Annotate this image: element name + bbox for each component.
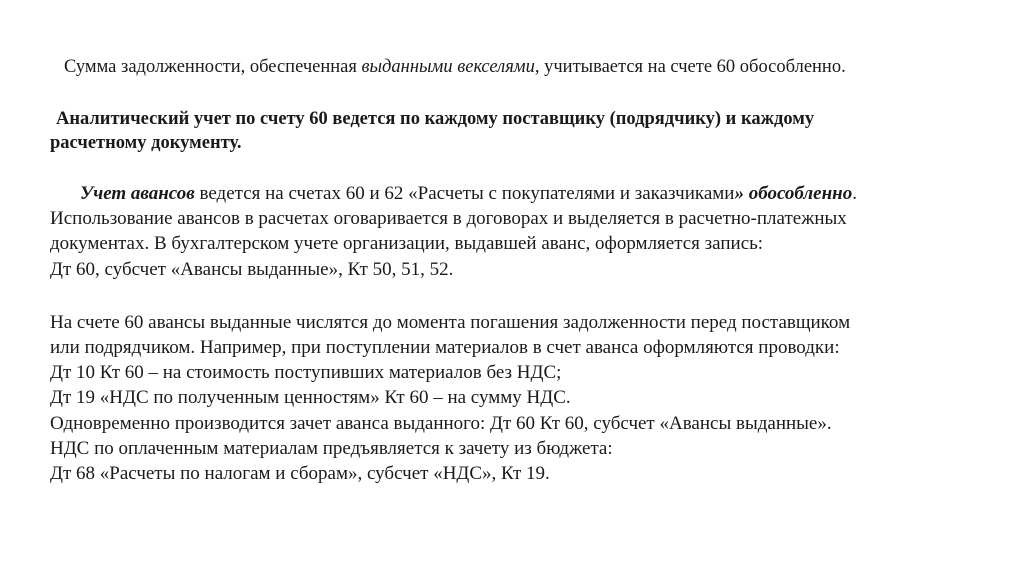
analytic-accounting-line-1: Аналитический учет по счету 60 ведется по каждому поставщику (подрядчику) и каждому (56, 109, 815, 129)
analytic-accounting-line-2: расчетному документу. (50, 133, 242, 153)
advances-line-4: Дт 60, субсчет «Авансы выданные», Кт 50, 51, 52. (50, 259, 454, 280)
italic-segment: выданными векселями (361, 57, 535, 77)
entries-line-4: Дт 19 «НДС по полученным ценностям» Кт 60 – на сумму НДС. (50, 387, 571, 408)
entries-line-7: Дт 68 «Расчеты по налогам и сборам», субсчет «НДС», Кт 19. (50, 463, 550, 484)
bold-italic-segment: Учет авансов (80, 183, 195, 204)
bold-italic-segment: » обособленно (734, 183, 853, 204)
entries-line-2: или подрядчиком. Например, при поступлении материалов в счет аванса оформляются проводки: (50, 337, 840, 358)
advances-line-1 (80, 183, 857, 205)
advances-line-2: Использование авансов в расчетах оговаривается в договорах и выделяется в расчетно-платежных (50, 208, 847, 229)
paragraph-promissory-notes (64, 56, 846, 78)
entries-line-1: На счете 60 авансы выданные числятся до момента погашения задолженности перед поставщиком (50, 312, 851, 333)
advances-line-3: документах. В бухгалтерском учете организации, выдавшей аванс, оформляется запись: (50, 233, 764, 254)
text-segment: . (852, 183, 857, 204)
text-segment: Сумма задолженности, обеспеченная (64, 57, 362, 77)
text-segment: ведется на счетах 60 и 62 «Расчеты с покупателями и заказчиками (194, 183, 735, 204)
entries-line-5: Одновременно производится зачет аванса выданного: Дт 60 Кт 60, субсчет «Авансы выданные». (50, 413, 832, 434)
entries-line-3: Дт 10 Кт 60 – на стоимость поступивших материалов без НДС; (50, 362, 562, 383)
entries-line-6: НДС по оплаченным материалам предъявляется к зачету из бюджета: (50, 438, 613, 459)
text-segment: , учитывается на счете 60 обособленно. (534, 57, 846, 77)
